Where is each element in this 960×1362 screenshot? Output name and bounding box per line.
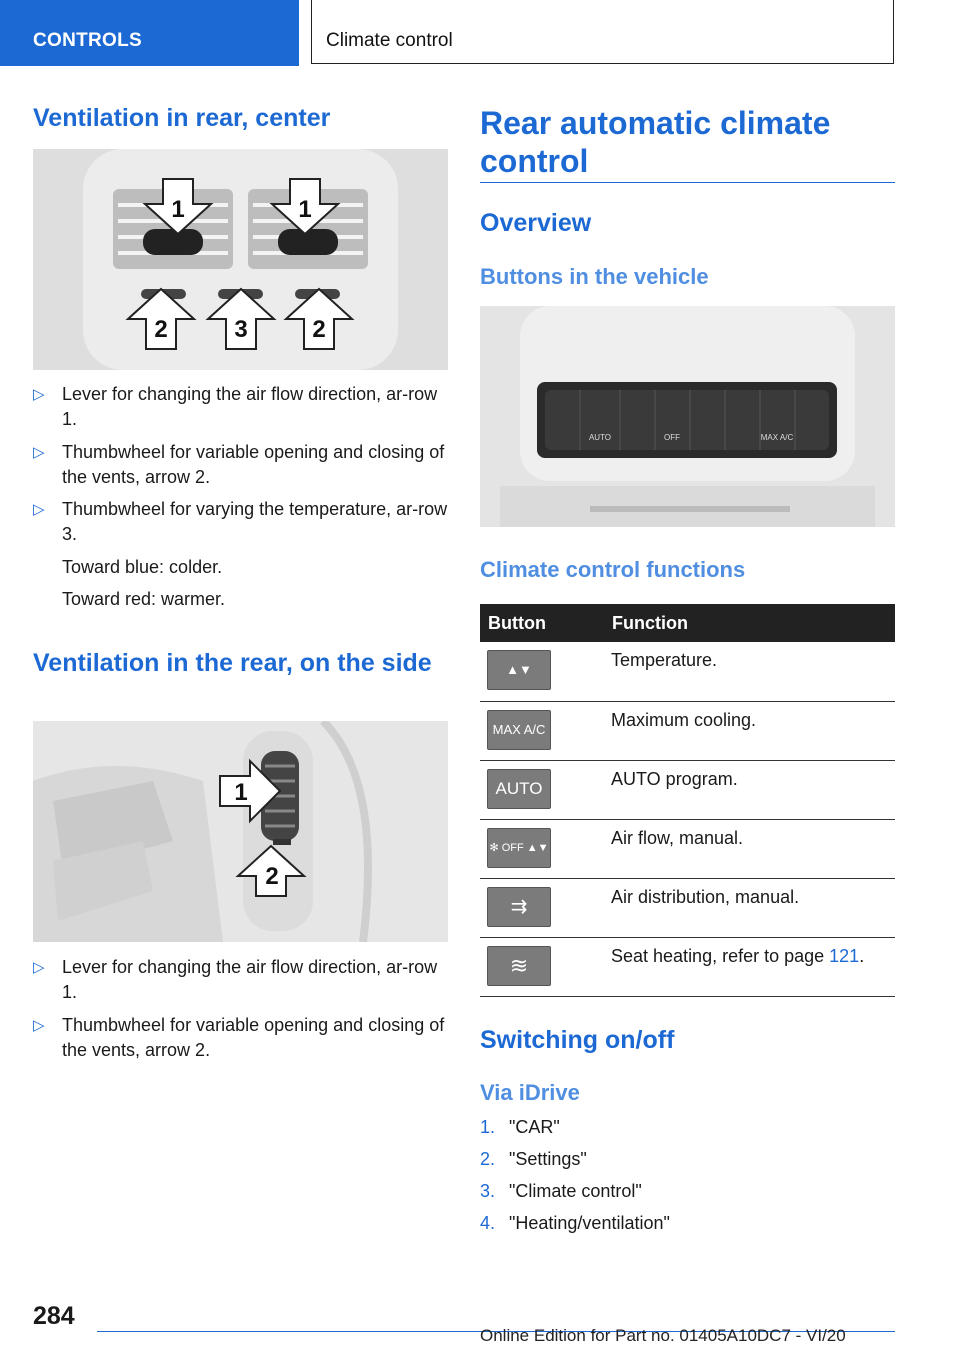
heading-rule: [480, 182, 895, 183]
table-row: [480, 642, 895, 701]
edition-note: Online Edition for Part no. 01405A10DC7 - VI/20: [480, 1326, 846, 1345]
temperature-arrows-icon: ▲▼: [487, 650, 551, 690]
step-text: "Climate control": [509, 1181, 642, 1201]
page-number: 284: [33, 1302, 75, 1330]
step-text: "Heating/ventilation": [509, 1213, 670, 1233]
label-1b: 1: [298, 196, 312, 223]
max-ac-icon: MAX A/C: [487, 710, 551, 750]
label-2a: 2: [154, 316, 168, 343]
climate-panel-image: [480, 306, 895, 527]
step-number: 2.: [480, 1149, 496, 1169]
step-number: 3.: [480, 1181, 496, 1201]
air-distribution-icon: ⇉: [487, 887, 551, 927]
panel-maxac-label: MAX A/C: [760, 433, 794, 442]
heading-ventilation-side: Ventilation in the rear, on the side: [33, 649, 432, 677]
panel-auto-label: AUTO: [588, 433, 612, 442]
function-cell: Temperature.: [604, 642, 895, 701]
step-number: 1.: [480, 1117, 496, 1137]
list1-item-1: ▷ Lever for changing the air flow direction, ar-row 1.: [33, 384, 438, 429]
function-cell: Air flow, manual.: [604, 819, 895, 878]
label-1a: 1: [171, 196, 185, 223]
bullet-triangle-icon: ▷: [33, 444, 45, 461]
table-row: [480, 760, 895, 819]
step-text: "Settings": [509, 1149, 587, 1169]
bullet-triangle-icon: ▷: [33, 501, 45, 518]
bullet-triangle-icon: ▷: [33, 959, 45, 976]
col-button-header: Button: [480, 604, 604, 642]
heading-functions: Climate control functions: [480, 557, 746, 582]
bullet-triangle-icon: ▷: [33, 386, 45, 403]
table-row: [480, 878, 895, 937]
label-2b: 2: [312, 316, 326, 343]
bullet-triangle-icon: ▷: [33, 1017, 45, 1034]
functions-table: [480, 604, 895, 997]
function-cell: Air distribution, manual.: [604, 878, 895, 937]
table-row: [480, 819, 895, 878]
function-cell: AUTO program.: [604, 760, 895, 819]
rear-side-vent-image: [33, 721, 448, 942]
list2-item-2: ▷ Thumbwheel for variable opening and closing of the vents, arrow 2.: [33, 1015, 445, 1060]
rear-center-vents-image: [33, 149, 448, 370]
auto-icon: AUTO: [487, 769, 551, 809]
fan-off-icon: ✻ OFF ▲▼: [487, 828, 551, 868]
function-cell: Maximum cooling.: [604, 701, 895, 760]
heading-idrive: Via iDrive: [480, 1080, 580, 1105]
section-title: CONTROLS: [33, 30, 143, 51]
heading-rear-climate: Rear automatic climate control: [480, 105, 831, 179]
list2-item-1: ▷ Lever for changing the air flow direction, ar-row 1.: [33, 957, 438, 1002]
heading-ventilation-center: Ventilation in rear, center: [33, 104, 331, 132]
table-row: [480, 701, 895, 760]
heading-switching: Switching on/off: [480, 1026, 675, 1054]
label-1-side: 1: [234, 779, 248, 806]
function-cell: Seat heating, refer to page 121.: [604, 937, 895, 996]
topic-tab: [311, 0, 894, 64]
table-row: [480, 937, 895, 996]
heading-overview: Overview: [480, 209, 592, 237]
step-text: "CAR": [509, 1117, 560, 1137]
col-function-header: Function: [604, 604, 895, 642]
note-red: Toward red: warmer.: [62, 589, 226, 609]
step-number: 4.: [480, 1213, 496, 1233]
page-link-121[interactable]: 121: [829, 945, 860, 966]
seat-heating-icon: ≋: [487, 946, 551, 986]
section-tab: [0, 0, 299, 66]
panel-off-label: OFF: [664, 433, 680, 442]
label-3: 3: [234, 316, 248, 343]
label-2-side: 2: [265, 863, 279, 890]
topic-title: Climate control: [326, 30, 453, 51]
list1-item-3: ▷ Thumbwheel for varying the temperature, ar-row 3.: [33, 499, 448, 544]
table-header-row: [480, 604, 895, 642]
heading-buttons: Buttons in the vehicle: [480, 264, 709, 289]
note-blue: Toward blue: colder.: [62, 557, 223, 577]
list1-item-2: ▷ Thumbwheel for variable opening and closing of the vents, arrow 2.: [33, 442, 445, 487]
